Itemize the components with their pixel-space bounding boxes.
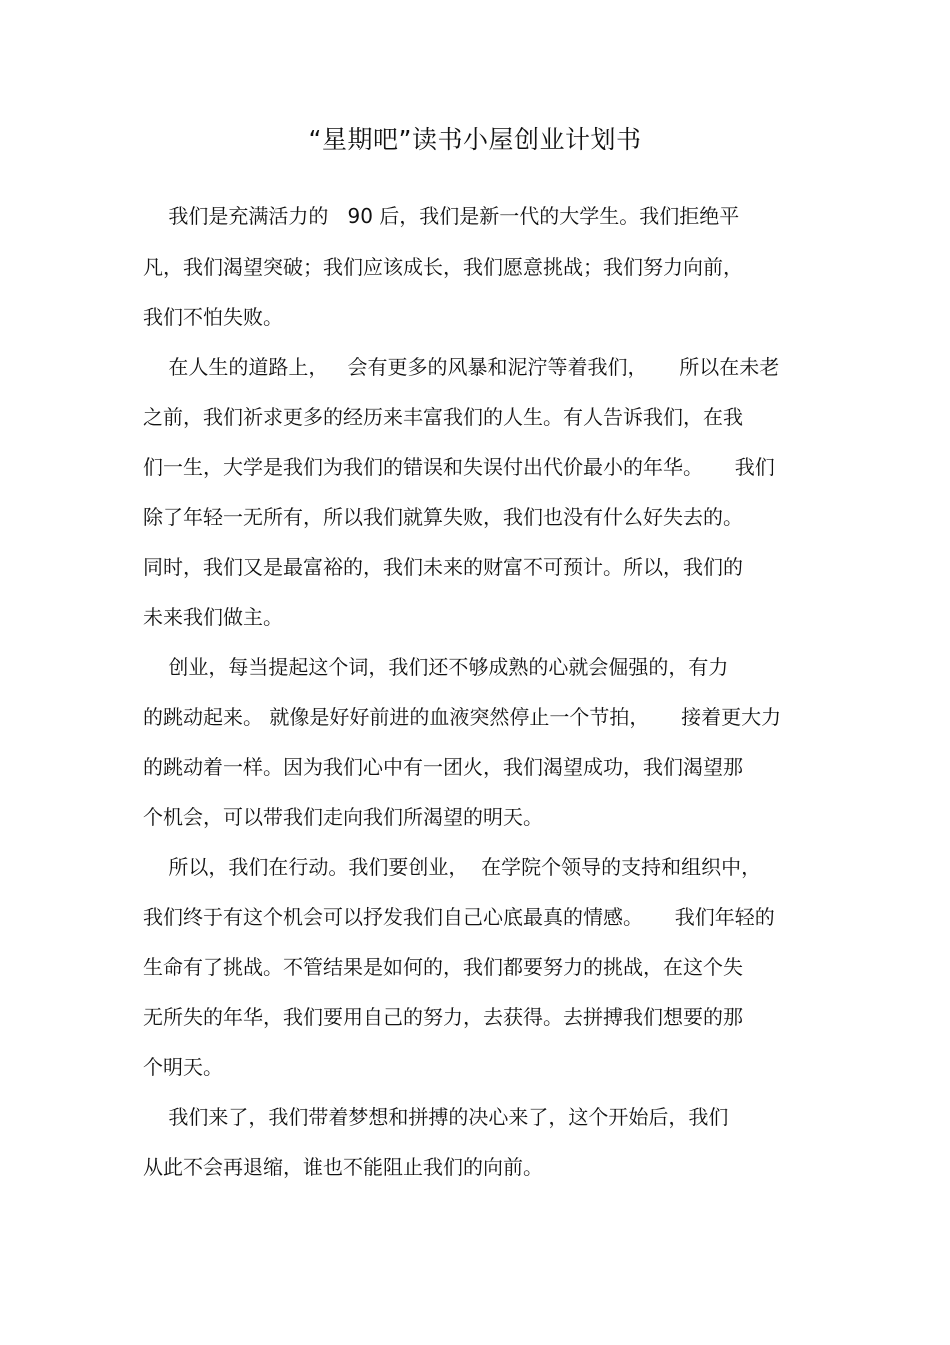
text-line: 我们是充满活力的 90 后，我们是新一代的大学生。我们拒绝平 [143, 204, 740, 228]
text-line: 从此不会再退缩，谁也不能阻止我们的向前。 [143, 1155, 543, 1179]
text-line: 同时，我们又是最富裕的，我们未来的财富不可预计。所以，我们的 [143, 555, 743, 579]
text-line: 生命有了挑战。不管结果是如何的，我们都要努力的挑战，在这个失 [143, 955, 743, 979]
text-line: 的跳动起来。 就像是好好前进的血液突然停止一个节拍， 接着更大力 [143, 705, 782, 729]
text-line: 无所失的年华，我们要用自己的努力，去获得。去拼搏我们想要的那 [143, 1005, 743, 1029]
text-line: 的跳动着一样。因为我们心中有一团火，我们渴望成功，我们渴望那 [143, 755, 743, 779]
text-line: 我们不怕失败。 [143, 305, 283, 329]
text-line: 在人生的道路上， 会有更多的风暴和泥泞等着我们， 所以在未老 [143, 355, 780, 379]
document-title: “星期吧”读书小屋创业计划书 [308, 125, 642, 154]
text-line: 个机会，可以带我们走向我们所渴望的明天。 [143, 805, 543, 829]
text-line: 凡，我们渴望突破；我们应该成长，我们愿意挑战；我们努力向前， [143, 255, 743, 279]
text-line: 除了年轻一无所有，所以我们就算失败，我们也没有什么好失去的。 [143, 505, 743, 529]
text-line: 我们来了，我们带着梦想和拼搏的决心来了，这个开始后，我们 [143, 1105, 729, 1129]
text-line: 我们终于有这个机会可以抒发我们自己心底最真的情感。 我们年轻的 [143, 905, 775, 929]
text-line: 之前，我们祈求更多的经历来丰富我们的人生。有人告诉我们，在我 [143, 405, 743, 429]
text-line: 未来我们做主。 [143, 605, 283, 629]
text-line: 们一生，大学是我们为我们的错误和失误付出代价最小的年华。 我们 [143, 455, 775, 479]
text-line: 创业，每当提起这个词，我们还不够成熟的心就会倔强的，有力 [143, 655, 729, 679]
text-line: 所以，我们在行动。我们要创业， 在学院个领导的支持和组织中， [143, 855, 762, 879]
text-line: 个明天。 [143, 1055, 223, 1079]
